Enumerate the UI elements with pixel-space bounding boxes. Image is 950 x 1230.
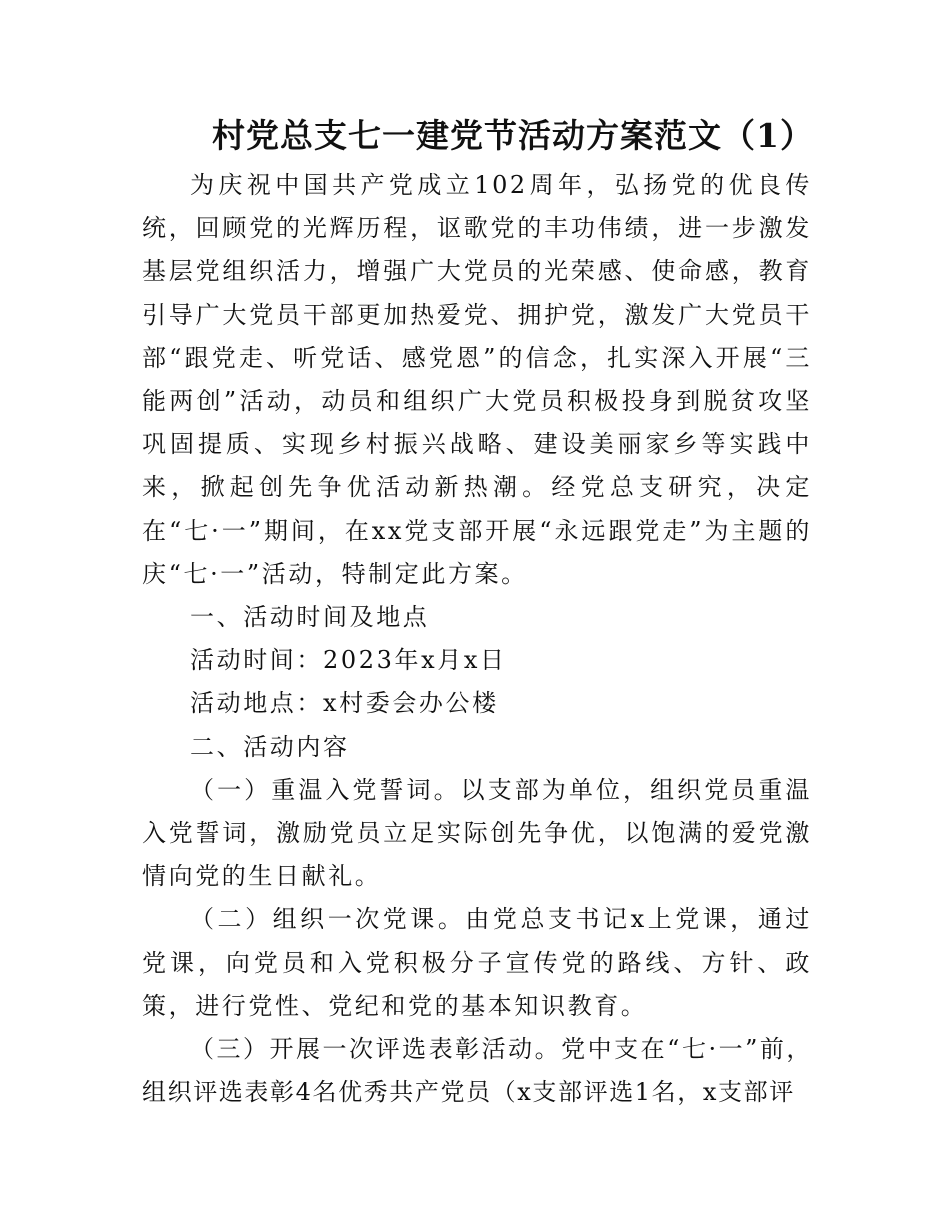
activity-place: 活动地点：x村委会办公楼 xyxy=(190,689,499,718)
content-item-commendation: （三）开展一次评选表彰活动。党中支在“七·一”前，组织评选表彰4名优秀共产党员（x支部评选1名，x支部评 xyxy=(142,1035,812,1107)
document-title: 村党总支七一建党节活动方案范文（1） xyxy=(212,116,814,155)
content-item-party-lecture: （二）组织一次党课。由党总支书记x上党课，通过党课，向党员和入党积极分子宣传党的路线、方针、政策，进行党性、党纪和党的基本知识教育。 xyxy=(142,905,812,1020)
content-item-oath: （一）重温入党誓词。以支部为单位，组织党员重温入党誓词，激励党员立足实际创先争优，以饱满的爱党激情向党的生日献礼。 xyxy=(142,775,812,891)
document-body xyxy=(142,108,812,1114)
activity-time: 活动时间：2023年x月x日 xyxy=(190,646,507,675)
section-heading-content: 二、活动内容 xyxy=(190,732,350,761)
section-heading-time-place: 一、活动时间及地点 xyxy=(190,603,430,632)
intro-paragraph: 为庆祝中国共产党成立102周年，弘扬党的优良传统，回顾党的光辉历程，讴歌党的丰功伟绩，进一步激发基层党组织活力，增强广大党员的光荣感、使命感，教育引导广大党员干部更加热爱党、拥护党，激发广大党员干部“跟党走、听党话、感党恩”的信念，扎实深入开展“三能两创”活动，动员和组织广大党员积极投身到脱贫攻坚巩固提质、实现乡村振兴战略、建设美丽家乡等实践中来，掀起创先争优活动新热潮。经党总支研究，决定在“七·一”期间，在xx党支部开展“永远跟党走”为主题的庆“七·一”活动，特制定此方案。 xyxy=(142,171,812,588)
